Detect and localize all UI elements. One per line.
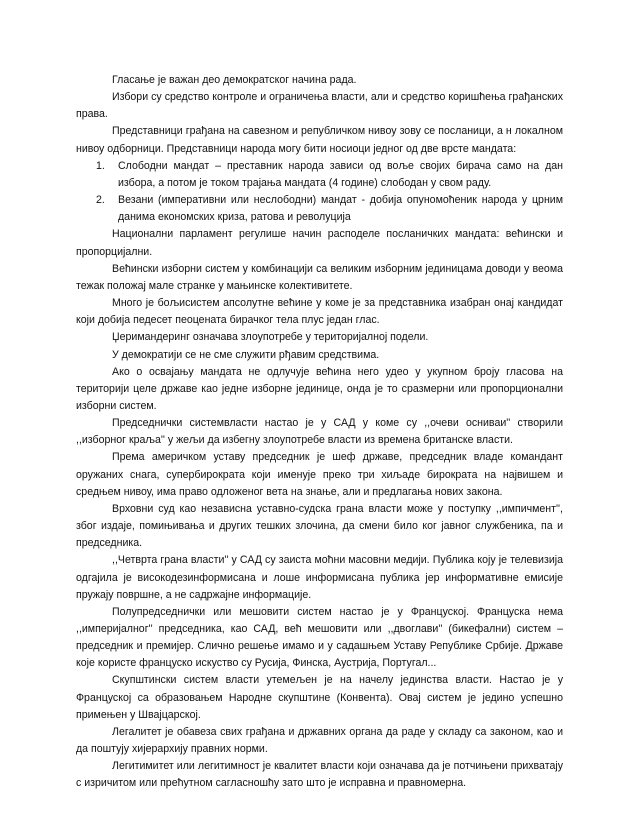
- paragraph-fourth-branch: ,,Четврта грана власти'' у САД су заиста моћни масовни медији. Публика коју је телевизија одгајила је високодезинформисана и лоше информисана публика јер информативне емисије пружају површне, а не садржајне информације.: [76, 554, 563, 601]
- paragraph-supreme-court: Врховни суд као независна уставно-судска грана власти може у поступку ,,импичмент'', због издаје, помињивања и других тешких злочина, да смени било ког јавног службеника, па и председника.: [76, 502, 563, 550]
- paragraph-us-constitution: Према америчком уставу председник је шеф државе, председник владе командант оружаних снага, супербирократа који именује преко три хиљаде бирократа на највишем и средњем нивоу, има право одложеног вета на знање, али и предлагања нових закона.: [76, 451, 563, 498]
- paragraph-assembly-system: Скупштински систем власти утемељен је на начелу јединства власти. Настао је у Француској са образовањем Народне скупштине (Конвента). Овај систем је једино успешно примењен у Швајцарској.: [76, 674, 563, 721]
- list-number: 2.: [96, 194, 105, 207]
- paragraph-majority-system: Већински изборни систем у комбинацији са великим изборним јединицама доводи у веома тежак положај мале странке у мањинске колективитете.: [76, 262, 563, 292]
- mandate-list: [76, 158, 563, 227]
- paragraph-proportional: Ако о освајању мандата не одлучује већина него удео у укупном броју гласова на територији целе државе као једне изборне јединице, онда је то сразмерни или пропорционални изборни систем.: [76, 365, 563, 412]
- paragraph-gerrymandering: Џеримандеринг означава злоупотребе у територијалној подели.: [112, 331, 429, 344]
- document-page: [76, 72, 563, 793]
- paragraph-democracy: У демократији се не сме служити рђавим средствима.: [112, 348, 380, 361]
- paragraph-elections: Избори су средство контроле и ограничења власти, али и средство коришћења грађанских права.: [76, 91, 563, 121]
- paragraph-presidential: Председнички системвласти настао је у САД у коме су ,,очеви осниваи'' створили ,,изборног краља'' у жељи да избегну злоупотребе власти из времена британске власти.: [76, 417, 563, 447]
- list-item: [76, 192, 563, 226]
- list-item-text: Слободни мандат – преставник народа зависи од воље својих бирача само на дан избора, а потом је током трајања мандата (4 године) слободан у свом раду.: [118, 159, 563, 189]
- list-number: 1.: [96, 159, 105, 172]
- paragraph-voting: Гласање је важан део демократског начина рада.: [112, 74, 357, 86]
- paragraph-representatives: Представници грађана на савезном и републичком нивоу зову се посланици, а н локалном нивоу одборници. Представници народа могу бити носиоци једног од две врсте мандата:: [76, 125, 563, 155]
- paragraph-semi-presidential: Полупредседнички или мешовити систем настао је у Француској. Француска нема ,,империјалног'' председника, као САД, већ мешовити или ,,двоглави'' (бикефални) систем – председник и премијер. Слично решење имамо и у садашњем Уставу Републике Србије. Државе које користе француско искуство су Русија, Финска, Аустрија, Португал...: [76, 605, 563, 670]
- list-item-text: Везани (императивни или неслободни) мандат - добија опуномоћеник народа у црним данима економских криза, ратова и револуција: [118, 194, 563, 224]
- paragraph-legitimacy: Легитимитет или легитимност је квалитет власти који означава да је потчињени прихватају с изричитом или прећутном сагласношћу зато што је исправна и правномерна.: [76, 760, 563, 790]
- paragraph-parliament: Национални парламент регулише начин расподеле посланичких мандата: већински и пропорцијални.: [76, 228, 563, 258]
- list-item: [76, 158, 563, 192]
- paragraph-legality: Легалитет је обавеза свих грађана и државних органа да раде у складу са законом, као и да поштују хијерархију правних норми.: [76, 725, 563, 756]
- paragraph-absolute-majority: Много је бољисистем апсолутне већине у коме је за представника изабран онај кандидат који добија педесет пеоцената бирачког тела плус један глас.: [76, 297, 563, 327]
